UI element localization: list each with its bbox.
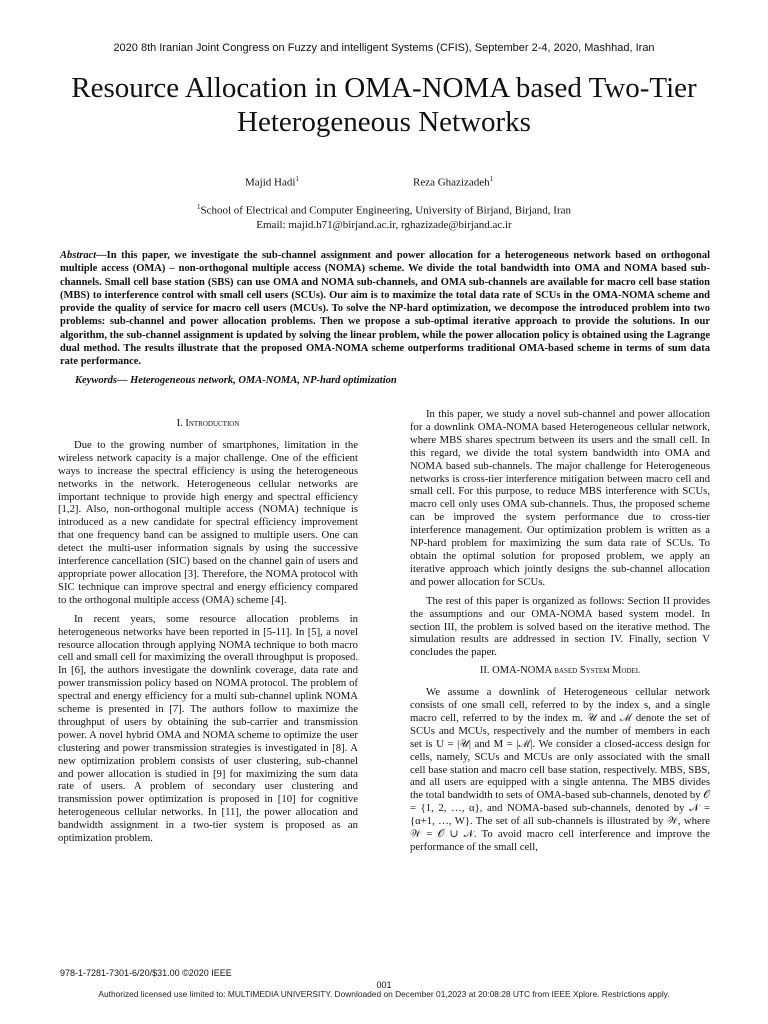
license-notice: Authorized licensed use limited to: MULTIMEDIA UNIVERSITY. Downloaded on December 01,2023 at 20:08:28 UTC from IEEE Xplore. Restrictions apply. bbox=[98, 989, 670, 999]
intro-paragraph-1: Due to the growing number of smartphones, limitation in the wireless network capacity is a major challenge. One of the efficient ways to increase the spectral efficiency is using the heterogeneous networks in the network. Heterogeneous cellular networks are important technique to provide high energy and spectral efficiency [1,2]. Also, non-orthogonal multiple access (NOMA) technique is introduced as a new candidate for spectral efficiency improvement that one frequency band can be assigned to multiple users. One can detect the multi-user information signals by using the successive interference cancellation (SIC) based on the channel gain of users and appropriate power allocation [3]. Therefore, the NOMA protocol with SIC technique can improve spectral and energy efficiency compared to the orthogonal multiple access (OMA) scheme [4]. bbox=[58, 438, 358, 606]
abstract-lead: Abstract bbox=[60, 250, 97, 261]
author-2 bbox=[413, 175, 493, 189]
abstract-text: —In this paper, we investigate the sub-channel assignment and power allocation for a heterogeneous network based on orthogonal multiple access (OMA) – non-orthogonal multiple access (NOMA) scheme. We divide the total bandwidth into OMA and NOMA based sub-channels. Small cell base station (SBS) can use OMA and NOMA sub-channels, and OMA sub-channels are available for macro cell base station (MBS) to interference control with small cell users (SCUs). Our aim is to maximize the total data rate of SCUs in the OMA-NOMA scheme and provide the quality of service for macro cell users (MCUs). To solve the NP-hard optimization, we decompose the introduced problem into two problems: sub-channel and power allocation problems. Then we propose a sub-optimal iterative approach to provide the solutions. In our algorithm, the sub-channel assignment is updated by solving the linear problem, while the power allocation policy is obtained using the Lagrange dual method. The results illustrate that the proposed OMA-NOMA scheme outperforms traditional OMA-based scheme in terms of sum data rate performance. bbox=[60, 250, 710, 368]
affiliation-line bbox=[0, 200, 768, 218]
intro-paragraph-2: In recent years, some resource allocation problems in heterogeneous networks have been reported in [5-11]. In [5], a novel resource allocation through applying NOMA technique to both macro cell and small cell for maximizing the overall throughput is proposed. In [6], the authors investigate the downlink coverage, data rate and power transmission policy based on NOMA protocol. The problem of spectral and energy efficiency for a multi sub-channel uplink NOMA scheme is presented in [7]. The authors follow to maximize the throughput of users by obtaining the sub-carrier and transmission power. A novel hybrid OMA and NOMA scheme to optimize the user clustering and power transmission strategies is investigated in [8]. A new optimization problem consists of user clustering, sub-channel and power allocation is studied in [9] for maximizing the sum data rate of users. A problem of secondary user clustering and transmission power optimization is proposed in [10] for cognitive heterogeneous cellular networks. In [11], the power allocation and bandwidth assignment in a two-tier system is proposed as an optimization problem. bbox=[58, 612, 358, 845]
keywords: Keywords— Heterogeneous network, OMA-NOMA, NP-hard optimization bbox=[75, 375, 397, 386]
affiliation-block bbox=[0, 200, 768, 232]
affiliation-text: School of Electrical and Computer Engineering, University of Birjand, Birjand, Iran bbox=[200, 204, 572, 217]
section-heading-system-model: II. OMA-NOMA based System Model bbox=[479, 665, 641, 677]
affiliation-mark: 1 bbox=[196, 203, 201, 211]
left-column bbox=[58, 408, 358, 851]
author-1-affil-mark: 1 bbox=[295, 175, 299, 183]
abstract bbox=[60, 249, 710, 369]
page-number: 001 bbox=[376, 980, 392, 990]
intro-paragraph-3: In this paper, we study a novel sub-channel and power allocation for a downlink OMA-NOMA based Heterogeneous cellular network, where MBS shares spectrum between its users and the small cell. In this regard, we divide the total system bandwidth into OMA and NOMA based sub-channels. The major challenge for Heterogeneous networks is cross-tier interference mitigation between macro cell and small cell. For this purpose, to reduce MBS interference with SCUs, macro cell only uses OMA sub-channels. Thus, the proposed scheme can be improved the system performance due to cross-tier interference management. Our optimization problem is written as a NP-hard problem for maximizing the sum data rate of SCUs. To obtain the optimal solution for proposed problem, we apply an iterative approach which jointly designs the sub-channel allocation and power allocation for SCUs. bbox=[410, 408, 710, 588]
author-1-name: Majid Hadi bbox=[245, 176, 296, 189]
author-2-name: Reza Ghazizadeh bbox=[413, 176, 490, 189]
isbn-line: 978-1-7281-7301-6/20/$31.00 ©2020 IEEE bbox=[60, 968, 232, 978]
system-model-paragraph: We assume a downlink of Heterogeneous cellular network consists of one small cell, referred to by the index s, and a single macro cell, referred to by the index m. 𝒰 and ℳ denote the set of SCUs and MCUs, respectively and the number of members in each set is U = |𝒰| and M = |ℳ|. We consider a closed-access design for cells, namely, SCUs and MCUs are only associated with the small cell base station and macro cell base station, respectively. MBS, SBS, and all users are equipped with a single antenna. The MBS divides the total bandwidth to sets of OMA-based sub-channels, denoted by 𝒪 = {1, 2, …, α}, and NOMA-based sub-channels, denoted by 𝒩 = {α+1, …, W}. The set of all sub-channels is illustrated by 𝒲, where 𝒲 = 𝒪 ∪ 𝒩. To avoid macro cell interference and improve the performance of the small cell, bbox=[410, 686, 710, 853]
conference-header: 2020 8th Iranian Joint Congress on Fuzzy and intelligent Systems (CFIS), September 2-4, 2020, Mashhad, Iran bbox=[113, 42, 655, 54]
author-1 bbox=[245, 175, 299, 189]
right-column bbox=[410, 408, 710, 860]
author-2-affil-mark: 1 bbox=[489, 175, 494, 183]
intro-paragraph-4: The rest of this paper is organized as follows: Section II provides the assumptions and our OMA-NOMA based system model. In section III, the problem is solved based on the iterative method. The simulation results are addressed in section IV. Finally, section V concludes the paper. bbox=[410, 594, 710, 659]
section-heading-introduction: I. Introduction bbox=[176, 418, 240, 429]
paper-title: Resource Allocation in OMA-NOMA based Two-Tier Heterogeneous Networks bbox=[71, 72, 697, 138]
author-emails: Email: majid.h71@birjand.ac.ir, rghazizade@birjand.ac.ir bbox=[256, 218, 512, 231]
